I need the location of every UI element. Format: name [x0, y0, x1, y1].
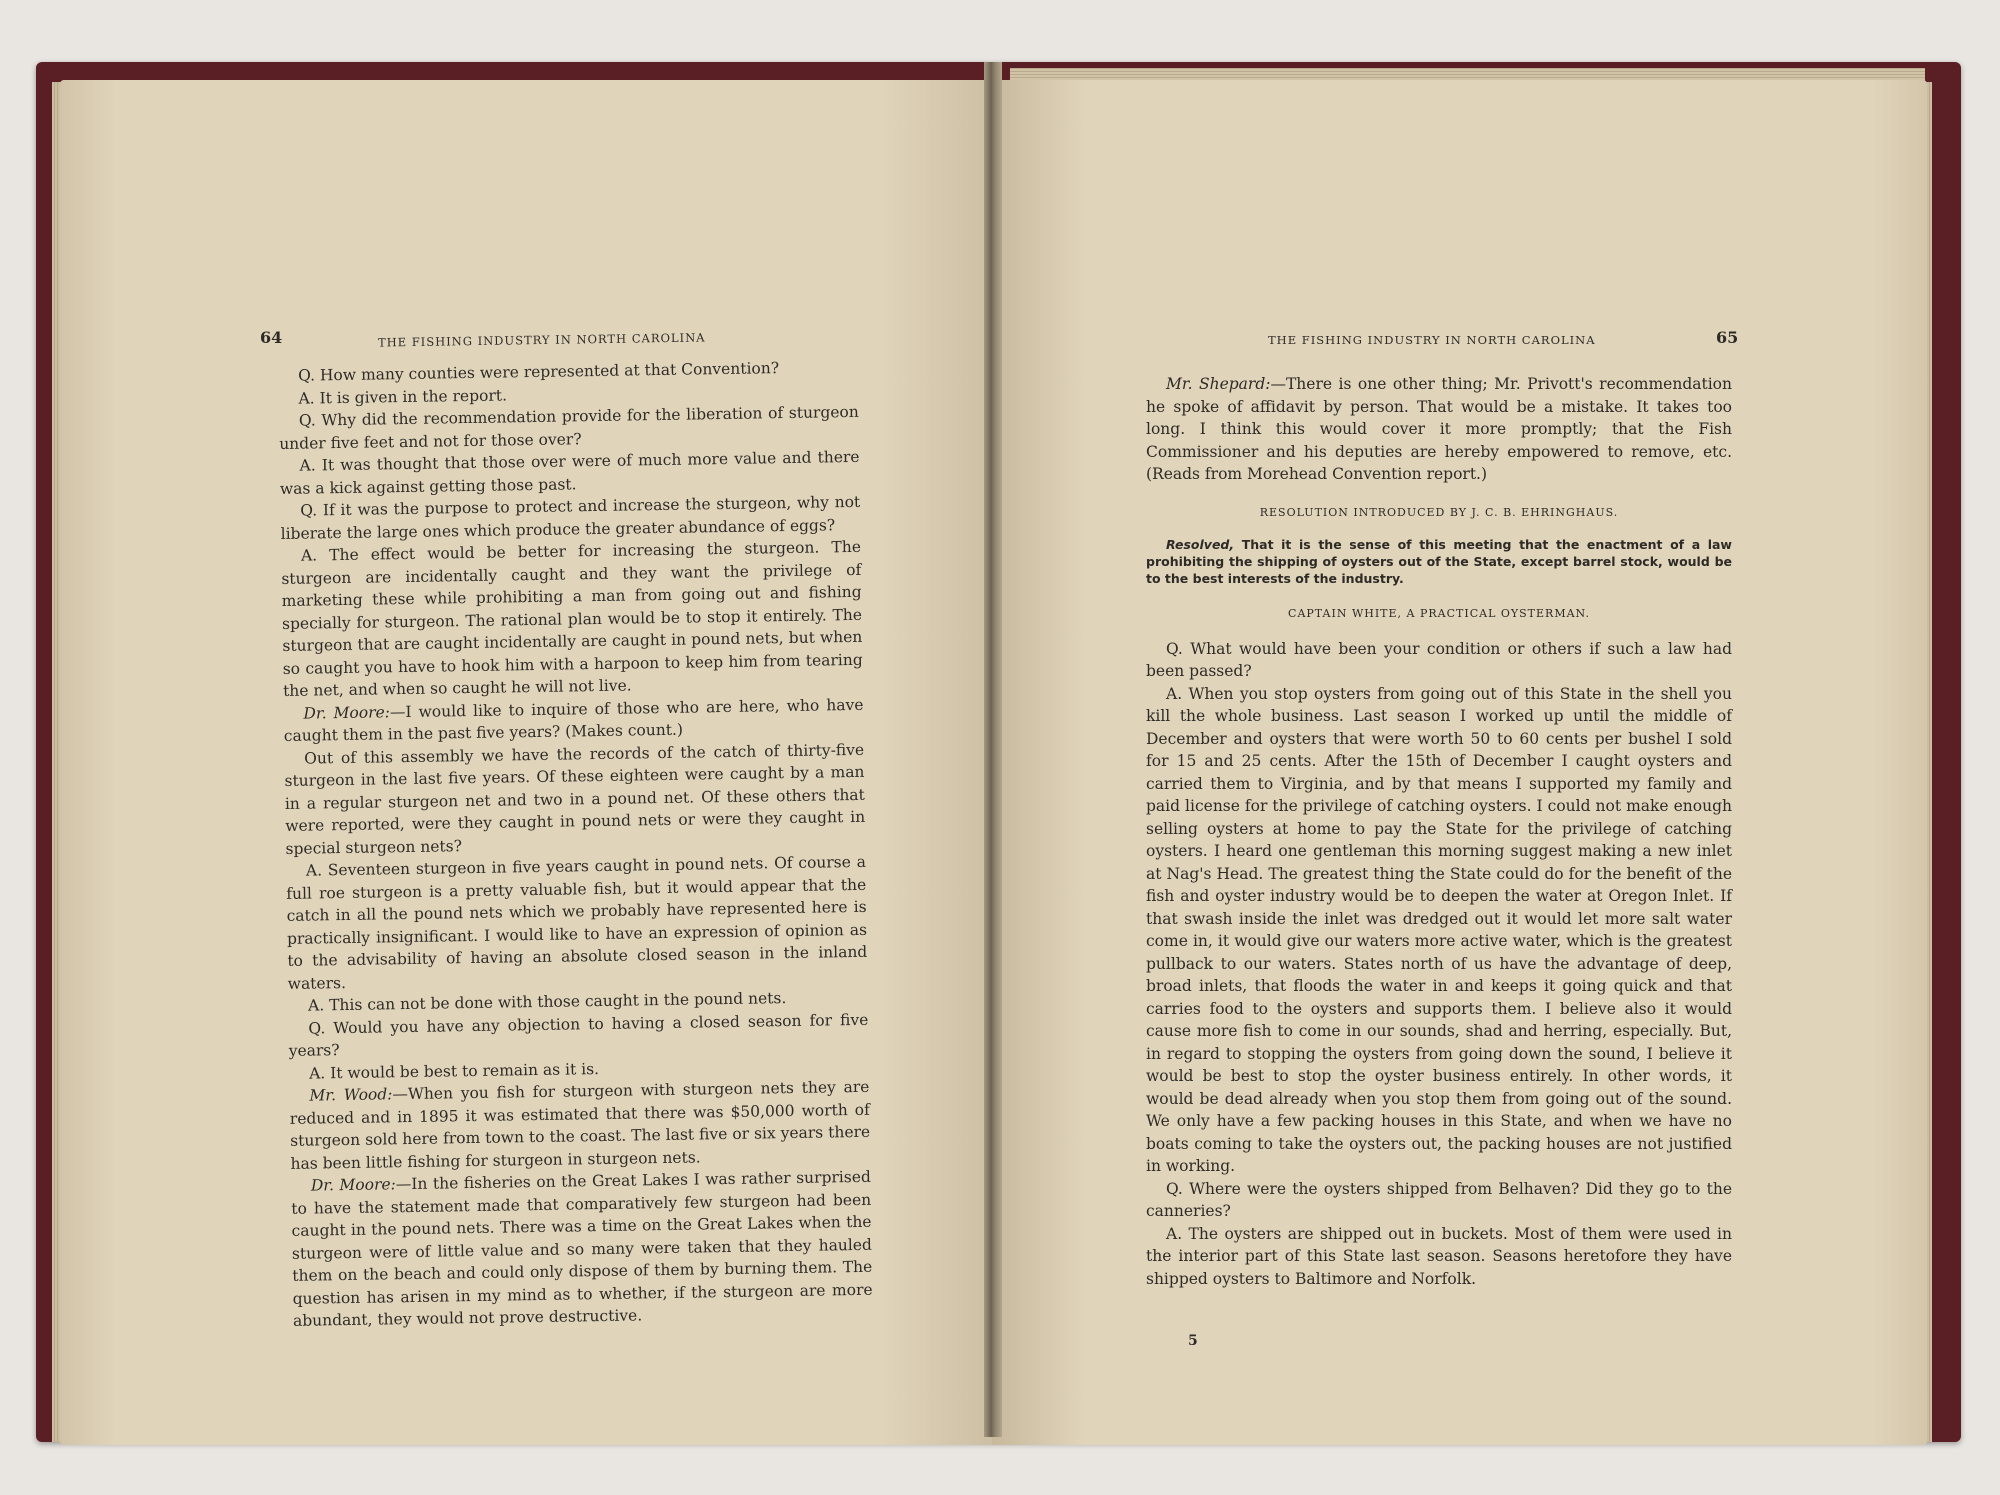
signature-mark: 5: [1188, 1333, 1198, 1349]
section-heading: CAPTAIN WHITE, A PRACTICAL OYSTERMAN.: [1288, 607, 1590, 620]
speaker-name: Mr. Shepard:: [1166, 375, 1271, 393]
paragraph: Q. If it was the purpose to protect and increase the sturgeon, why not liberate the large ones which produce the greater abundance of eggs?: [280, 492, 861, 543]
paragraph: Q. How many counties were represented at that Convention?: [298, 359, 780, 385]
paragraph: Q. Where were the oysters shipped from Belhaven? Did they go to the canneries?: [1146, 1179, 1732, 1220]
paragraph: A. It would be best to remain as it is.: [308, 1059, 600, 1083]
resolution-heading: RESOLUTION INTRODUCED BY J. C. B. EHRINGHAUS.: [1259, 505, 1619, 519]
paragraph: A. It was thought that those over were of much more value and there was a kick against getting those past.: [279, 447, 860, 498]
paragraph: Dr. Moore:—In the fisheries on the Great Lakes I was rather surprised to have the statement made that comparatively few sturgeon had been caught in the pound nets. There was a time on the Great Lakes when the sturgeon were of little value and so many were taken that they hauled them on the beach and could only dispose of them by burning them. The question has arisen in my mind as to whether, if the sturgeon are more abundant, they would not prove destructive.: [291, 1167, 873, 1330]
paragraph: A. The effect would be better for increasing the sturgeon. The sturgeon are incidentally caught and they want the privilege of marketing these while prohibiting a man from going out and fishing specially for sturgeon. The rational plan would be to stop it entirely. The sturgeon that are caught incidentally are caught in pound nets, but when so caught you have to hook him with a harpoon to keep him from tearing the net, and when so caught he will not live.: [281, 537, 863, 700]
left-running-head: THE FISHING INDUSTRY IN NORTH CAROLINA: [377, 330, 706, 350]
right-page-number: 65: [1716, 328, 1739, 347]
speaker-name: Mr. Wood:: [309, 1085, 393, 1105]
resolution-lead: Resolved,: [1166, 537, 1235, 552]
paragraph: Q. Would you have any objection to having a closed season for five years?: [288, 1010, 869, 1060]
paragraph: A. This can not be done with those caught in the pound nets.: [307, 989, 787, 1015]
paragraph: Dr. Moore:—I would like to inquire of those who are here, who have caught them in the past five years? (Makes count.): [283, 695, 864, 745]
right-page: [992, 80, 1927, 1445]
book-spine: [984, 62, 1002, 1437]
paragraph: Q. Why did the recommendation provide for the liberation of sturgeon under five feet and not for those over?: [279, 402, 859, 453]
paragraph: Mr. Shepard:—There is one other thing; Mr. Privott's recommendation he spoke of affidavit by person. That would be a mistake. It takes too long. I think this would cover it more promptly; that the Fish Commissioner and his deputies are hereby empowered to remove, etc. (Reads from Morehead Convention report.): [1146, 375, 1732, 483]
paragraph: Mr. Wood:—When you fish for sturgeon with sturgeon nets they are reduced and in 1895 it was estimated that there was $50,000 worth of sturgeon sold here from town to the coast. The last five or six years there has been little fishing for sturgeon in sturgeon nets.: [289, 1077, 871, 1173]
left-page-text: [278, 356, 873, 1332]
paragraph: Out of this assembly we have the records of the catch of thirty-five sturgeon in the last five years. Of these eighteen were caught by a man in a regular sturgeon net and two in a pound net. Of these others that were reported, were they caught in pound nets or were they caught in special sturgeon nets?: [284, 740, 866, 858]
paragraph: Q. What would have been your condition or others if such a law had been passed?: [1146, 639, 1732, 680]
left-page-number: 64: [260, 328, 283, 347]
resolution-text: Resolved, That it is the sense of this meeting that the enactment of a law prohibiting the shipping of oysters out of the State, except barrel stock, would be to the best interests of the industry.: [1146, 537, 1732, 586]
right-page-text: [1146, 373, 1732, 1290]
right-running-head: THE FISHING INDUSTRY IN NORTH CAROLINA: [1268, 333, 1596, 347]
left-page: [60, 80, 992, 1445]
speaker-name: Dr. Moore:: [303, 702, 391, 723]
paragraph: A. It is given in the report.: [298, 385, 508, 408]
paragraph: A. The oysters are shipped out in buckets. Most of them were used in the interior part of this State last season. Seasons heretofore they have shipped oysters to Baltimore and Norfolk.: [1146, 1224, 1732, 1288]
paragraph: A. When you stop oysters from going out of this State in the shell you kill the whole business. Last season I worked up until the middle of December and oysters that were worth 50 to 60 cents per bushel I sold for 15 and 25 cents. After the 15th of December I caught oysters and carried them to Virginia, and by that means I supported my family and paid license for the privilege of catching oysters. I could not make enough selling oysters at home to pay the State for the privilege of catching oysters. I heard one gentleman this morning suggest making a new inlet at Nag's Head. The greatest thing the State could do for the benefit of the fish and oyster industry would be to deepen the water at Oregon Inlet. If that swash inside the inlet was dredged out it would let more salt water come in, it would give our waters more active water, which is the greatest pullback to our waters. States north of us have the advantage of deep, broad inlets, that floods the water in and keeps it going quick and that carries food to the oysters and supports them. I believe also it would cause more fish to come in our sounds, shad and herring, especially. But, in regard to stopping the oysters from going down the sound, I believe it would be best to stop the oyster business entirely. In other words, it would be dead already when you stop them from going out of the sound. We only have a few packing houses in this State, and when we have no boats coming to take the oysters out, the packing houses are not justified in working.: [1146, 684, 1732, 1175]
paragraph: A. Seventeen sturgeon in five years caught in pound nets. Of course a full roe sturgeon is a pretty valuable fish, but it would appear that the catch in all the pound nets which we probably have represented here is practically insignificant. I would like to have an expression of opinion as to the advisability of having an absolute closed season in the inland waters.: [286, 852, 868, 993]
speaker-name: Dr. Moore:: [310, 1175, 396, 1195]
